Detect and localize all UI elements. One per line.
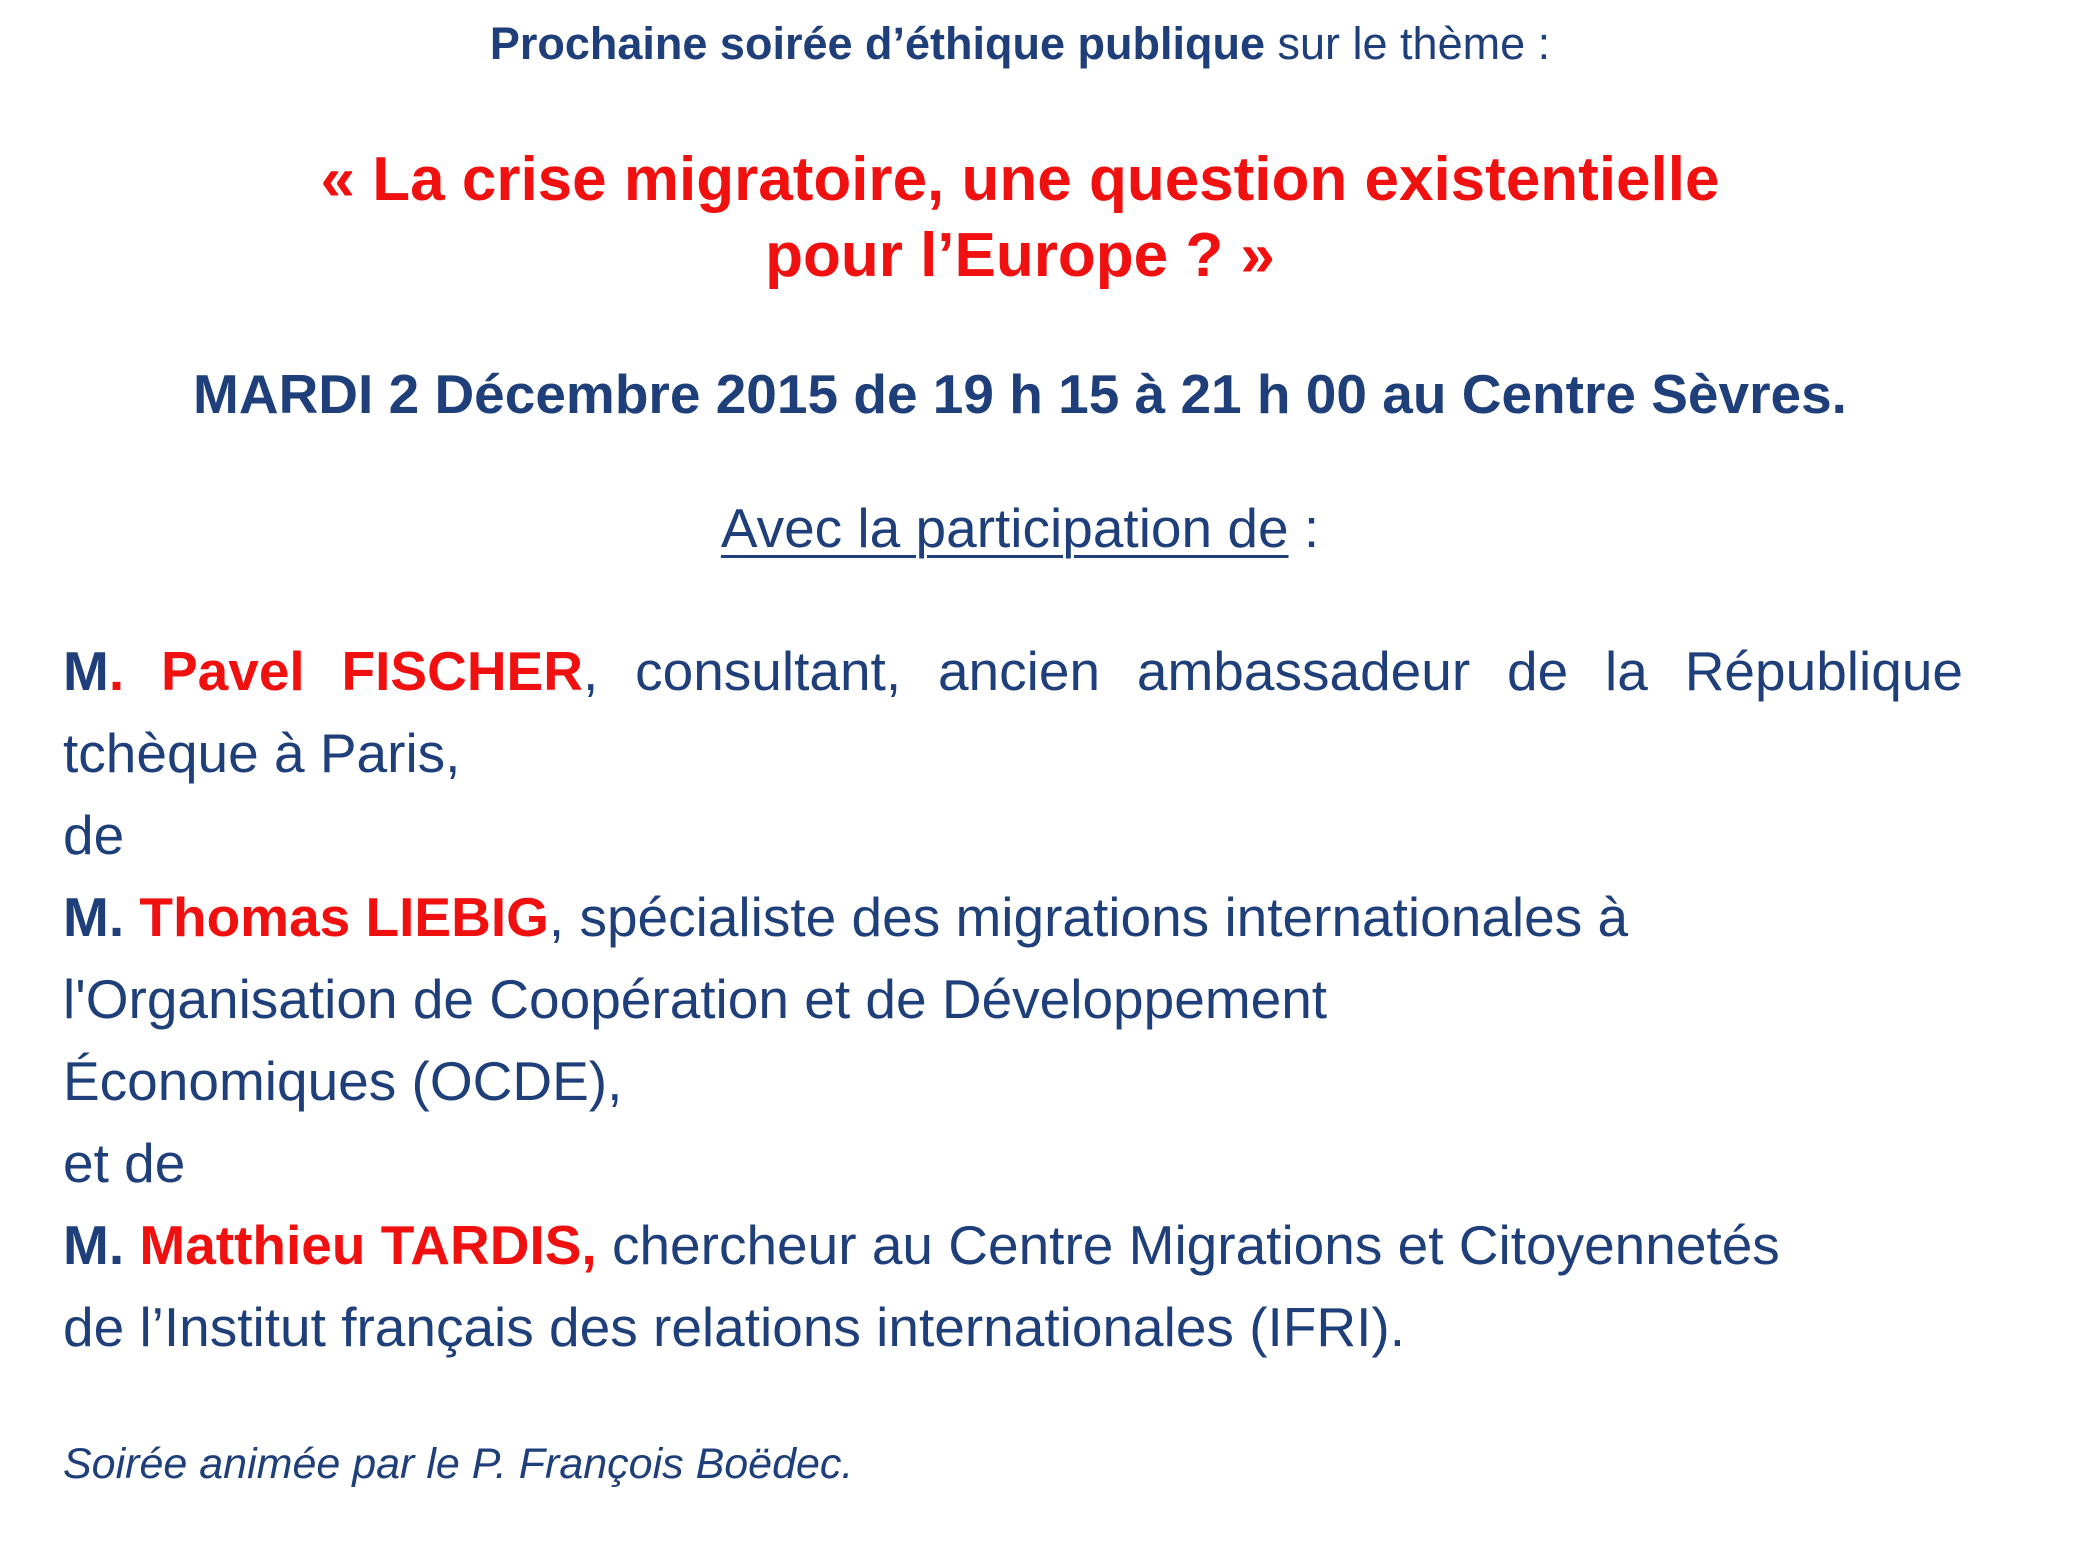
speaker-2-prefix: M. [63,886,140,948]
intro-bold: Prochaine soirée d’éthique publique [489,18,1265,69]
speaker-3-line-2: de l’Institut français des relations internationales (IFRI). [63,1296,1405,1358]
connector-de: de [63,804,125,866]
event-title-line-1: « La crise migratoire, une question existentielle [320,145,1720,214]
speaker-3-line-1 [63,1204,1963,1286]
speaker-1-line-1 [63,630,1963,712]
participation-label: Avec la participation de [720,497,1289,559]
speaker-2-line-2: l'Organisation de Coopération et de Développement [63,968,1328,1030]
speaker-2-name: Thomas LIEBIG [139,886,549,948]
speaker-2-desc-1: , spécialiste des migrations internationales à [548,886,1629,948]
speaker-1-line-2: tchèque à Paris, [63,722,461,784]
event-title-line-2: pour l’Europe ? » [765,221,1275,290]
speaker-1-name: . Pavel FISCHER [108,640,583,702]
event-date: MARDI 2 Décembre 2015 de 19 h 15 à 21 h 00 au Centre Sèvres. [193,363,1847,425]
speaker-3-prefix: M. [63,1214,140,1276]
speaker-3-desc-1: chercheur au Centre Migrations et Citoyennetés [596,1214,1780,1276]
intro-line [0,18,2040,70]
speaker-2-line-3: Économiques (OCDE), [63,1050,623,1112]
participation-heading [0,496,2040,560]
speaker-3-name: Matthieu TARDIS, [139,1214,597,1276]
speaker-1-prefix: M [63,640,109,702]
speakers-list [63,630,1963,1368]
participation-suffix: : [1288,497,1320,559]
speaker-2-line-1 [63,876,1963,958]
connector-et-de: et de [63,1132,186,1194]
moderator-note: Soirée animée par le P. François Boëdec. [63,1440,854,1488]
speaker-1-desc-1: , consultant, ancien ambassadeur de la République [582,640,1963,702]
intro-rest: sur le thème : [1265,18,1551,69]
